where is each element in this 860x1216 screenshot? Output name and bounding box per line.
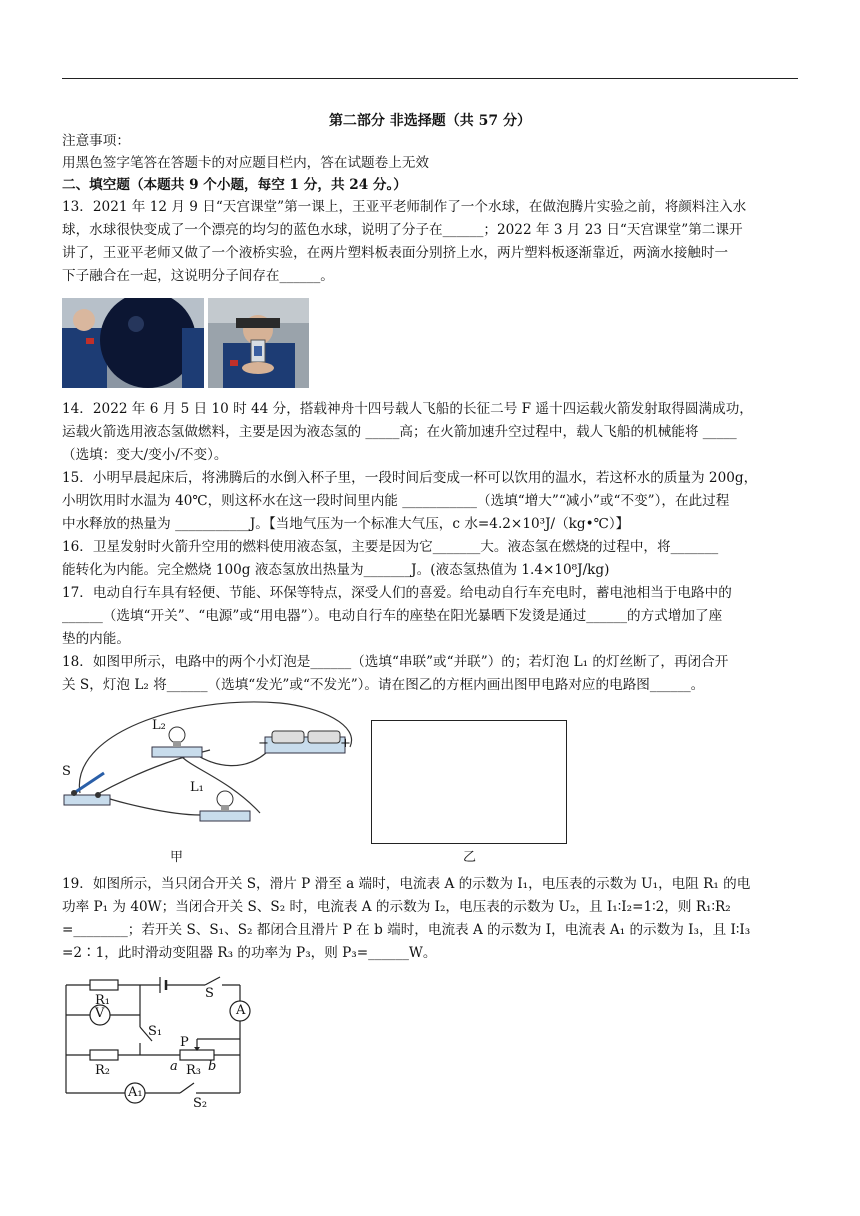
q14-line-3: （选填：变大/变小/不变）。 [62, 447, 228, 463]
label-S1: S₁ [148, 1024, 163, 1039]
label-L2: L₂ [152, 718, 166, 733]
notes-heading: 注意事项： [62, 133, 130, 149]
label-A1: A₁ [128, 1085, 143, 1100]
label-V: V [95, 1006, 105, 1021]
label-R2: R₂ [95, 1063, 110, 1078]
label-A: A [236, 1003, 246, 1018]
q13-line-1: 13．2021 年 12 月 9 日“天宫课堂”第一课上，王亚平老师制作了一个水球，在做泡腾片实验之前，将颜料注入水 [62, 199, 747, 215]
q19-line-2: 功率 P₁ 为 40W；当闭合开关 S、S₂ 时，电流表 A 的示数为 I₂，电压表的示数为 U₂，且 I₁∶I₂=1∶2，则 R₁∶R₂ [62, 899, 731, 915]
q17-line-3: 垫的内能。 [62, 631, 130, 647]
q19-line-3: =________；若开关 S、S₁、S₂ 都闭合且滑片 P 在 b 端时，电流表 A 的示数为 I，电流表 A₁ 的示数为 I₃，且 I∶I₃ [62, 922, 751, 938]
label-R1: R₁ [95, 993, 110, 1008]
top-rule [62, 78, 798, 79]
q19-line-4: =2∶1，此时滑动变阻器 R₃ 的功率为 P₃，则 P₃=______W。 [62, 945, 437, 961]
section-title: 第二部分 非选择题（共 57 分） [328, 113, 532, 129]
q16-line-2: 能转化为内能。完全燃烧 100g 液态氢放出热量为_______J。(液态氢热值为 1.4×10⁸J/kg) [62, 562, 610, 578]
q15-line-2: 小明饮用时水温为 40℃，则这杯水在这一段时间里内能 ___________（选填“增大”“减小”或“不变”），在此过程 [62, 493, 730, 509]
label-plus: + [340, 736, 351, 751]
q17-line-2: ______（选填“开关”、“电源”或“用电器”）。电动自行车的座垫在阳光暴晒下发烫是通过______的方式增加了座 [62, 608, 723, 624]
notes-text: 用黑色签字笔答在答题卡的对应题目栏内，答在试题卷上无效 [62, 155, 430, 171]
label-minus: − [258, 736, 269, 751]
astronaut-water-ball-photo [62, 298, 204, 388]
q13-line-4: 下子融合在一起，这说明分子间存在______。 [62, 268, 334, 284]
q14-line-1: 14．2022 年 6 月 5 日 10 时 44 分，搭载神舟十四号载人飞船的长征二号 F 遥十四运载火箭发射取得圆满成功， [62, 401, 753, 417]
label-S: S [205, 986, 214, 1001]
label-yi: 乙 [463, 850, 477, 865]
label-b: b [208, 1059, 217, 1074]
label-P: P [180, 1035, 189, 1050]
astronaut-liquid-bridge-photo [208, 298, 309, 388]
answer-box-yi[interactable] [371, 720, 567, 844]
label-S2: S₂ [193, 1096, 208, 1111]
label-a: a [170, 1059, 178, 1074]
q15-line-1: 15．小明早晨起床后，将沸腾后的水倒入杯子里，一段时间后变成一杯可以饮用的温水，若这杯水的质量为 200g， [62, 470, 758, 486]
q13-line-2: 球，水球很快变成了一个漂亮的均匀的蓝色水球，说明了分子在______；2022 年 3 月 23 日“天宫课堂”第二课开 [62, 222, 743, 238]
circuit-figure-jia [60, 695, 360, 835]
q16-line-1: 16．卫星发射时火箭升空用的燃料使用液态氢，主要是因为它_______大。液态氢在燃烧的过程中，将_______ [62, 539, 719, 555]
q19-line-1: 19．如图所示，当只闭合开关 S，滑片 P 滑至 a 端时，电流表 A 的示数为 I₁，电压表的示数为 U₁，电阻 R₁ 的电 [62, 876, 751, 892]
q18-line-1: 18．如图甲所示，电路中的两个小灯泡是______（选填“串联”或“并联”）的；若灯泡 L₁ 的灯丝断了，再闭合开 [62, 654, 729, 670]
q15-line-3: 中水释放的热量为 ___________J。【当地气压为一个标准大气压，c 水=4.2×10³J/（kg•℃）】 [62, 516, 630, 532]
q13-line-3: 讲了，王亚平老师又做了一个液桥实验，在两片塑料板表面分别挤上水，两片塑料板逐渐靠近，两滴水接触时一 [62, 245, 729, 261]
label-S: S [62, 764, 71, 779]
label-L1: L₁ [190, 780, 204, 795]
label-jia: 甲 [170, 850, 184, 865]
circuit-figure-19 [60, 975, 260, 1105]
part-two-title: 二、填空题（本题共 9 个小题，每空 1 分，共 24 分。） [62, 177, 407, 193]
q17-line-1: 17．电动自行车具有轻便、节能、环保等特点，深受人们的喜爱。给电动自行车充电时，蓄电池相当于电路中的 [62, 585, 732, 601]
q18-line-2: 关 S，灯泡 L₂ 将______（选填“发光”或“不发光”）。请在图乙的方框内画出图甲电路对应的电路图______。 [62, 677, 705, 693]
q14-line-2: 运载火箭选用液态氢做燃料，主要是因为液态氢的 _____高；在火箭加速升空过程中，载人飞船的机械能将 _____ [62, 424, 737, 440]
label-R3: R₃ [186, 1063, 201, 1078]
